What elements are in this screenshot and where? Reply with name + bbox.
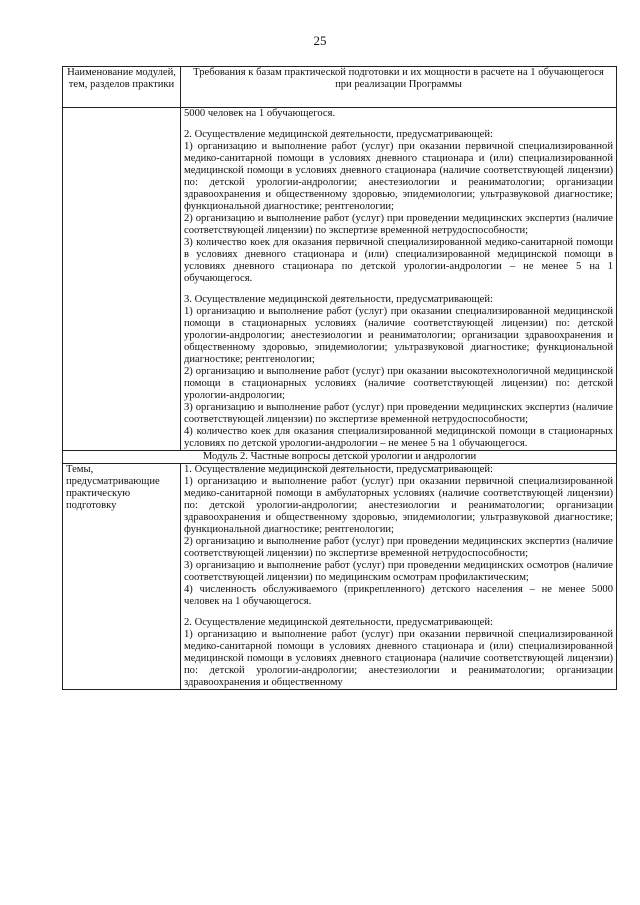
module-title-row	[63, 451, 617, 464]
header-requirements: Требования к базам практической подготовки и их мощности в расчете на 1 обучающегося при реализации Программы	[181, 67, 617, 108]
table-row	[63, 108, 617, 451]
paragraph: 3) организацию и выполнение работ (услуг) при проведении медицинских экспертиз (наличие соответствующей лицензии) по экспертизе временной нетрудоспособности;	[184, 402, 613, 425]
paragraph: 4) количество коек для оказания специализированной медицинской помощи в стационарных условиях по детской урологии-андрологии – не менее 5 на 1 обучающегося.	[184, 426, 613, 449]
row2-requirements-cell	[181, 464, 617, 690]
paragraph: 1) организацию и выполнение работ (услуг) при оказании первичной специализированной медико-санитарной помощи в условиях дневного стационара и (или) специализированной медицинской помощи в условиях дневного стационара (наличие соответствующей лицензии) по: детской урологии-андрологии; анестезиологии и реаниматологии; организации здравоохранения и общественному здоровью, эпидемиологии; ультразвуковой диагностике; функциональной диагностике; рентгенологии;	[184, 141, 613, 212]
row1-left-cell	[63, 108, 181, 451]
paragraph: 1) организацию и выполнение работ (услуг) при оказании специализированной медицинской помощи в стационарных условиях (наличие соответствующей лицензии) по: детской урологии-андрологии; анестезиологии и реаниматологии; организации здравоохранения и общественному здоровью, эпидемиологии; ультразвуковой диагностике; функциональной диагностике; рентгенологии;	[184, 306, 613, 365]
paragraph: 1) организацию и выполнение работ (услуг) при оказании первичной специализированной медико-санитарной помощи в условиях дневного стационара и (или) специализированной медицинской помощи в условиях дневного стационара (наличие соответствующей лицензии) по: детской урологии-андрологии; анестезиологии и реаниматологии; организации здравоохранения и общественному	[184, 629, 613, 688]
row2-left-cell: Темы, предусматривающие практическую подготовку	[63, 464, 181, 690]
paragraph: 1. Осуществление медицинской деятельности, предусматривающей:	[184, 464, 493, 475]
paragraph: 1) организацию и выполнение работ (услуг) при оказании первичной специализированной медико-санитарной помощи в амбулаторных условиях (наличие соответствующей лицензии) по: детской урологии-андрологии; анестезиологии и реаниматологии; организации здравоохранения и общественному здоровью, эпидемиологии; ультразвуковой диагностике; функциональной диагностике; рентгенологии;	[184, 476, 613, 535]
table-header-row	[63, 67, 617, 108]
requirements-table	[62, 66, 617, 690]
paragraph: 3) организацию и выполнение работ (услуг) при проведении медицинских осмотров (наличие соответствующей лицензии) по медицинским осмотрам профилактическим;	[184, 560, 613, 583]
paragraph: 2) организацию и выполнение работ (услуг) при проведении медицинских экспертиз (наличие соответствующей лицензии) по экспертизе временной нетрудоспособности;	[184, 213, 613, 236]
paragraph: 3. Осуществление медицинской деятельности, предусматривающей:	[184, 294, 493, 305]
paragraph: 3) количество коек для оказания первичной специализированной медико-санитарной помощи в условиях дневного стационара и (или) специализированной медицинской помощи в условиях дневного стационара по детской урологии-андрологии – не менее 5 на 1 обучающегося.	[184, 237, 613, 284]
paragraph: 4) численность обслуживаемого (прикрепленного) детского населения – не менее 5000 человек на 1 обучающегося.	[184, 584, 613, 607]
paragraph: 2. Осуществление медицинской деятельности, предусматривающей:	[184, 129, 493, 140]
table-row	[63, 464, 617, 690]
paragraph: 2. Осуществление медицинской деятельности, предусматривающей:	[184, 617, 493, 628]
header-modules: Наименование модулей, тем, разделов практики	[63, 67, 181, 108]
paragraph: 2) организацию и выполнение работ (услуг) при оказании высокотехнологичной медицинской помощи в стационарных условиях (наличие соответствующей лицензии) по: детской урологии-андрологии;	[184, 366, 613, 401]
module-title: Модуль 2. Частные вопросы детской урологии и андрологии	[63, 451, 617, 464]
paragraph: 5000 человек на 1 обучающегося.	[184, 108, 336, 119]
paragraph: 2) организацию и выполнение работ (услуг) при проведении медицинских экспертиз (наличие соответствующей лицензии) по экспертизе временной нетрудоспособности;	[184, 536, 613, 559]
row1-requirements-cell	[181, 108, 617, 451]
page-number: 25	[313, 33, 327, 48]
